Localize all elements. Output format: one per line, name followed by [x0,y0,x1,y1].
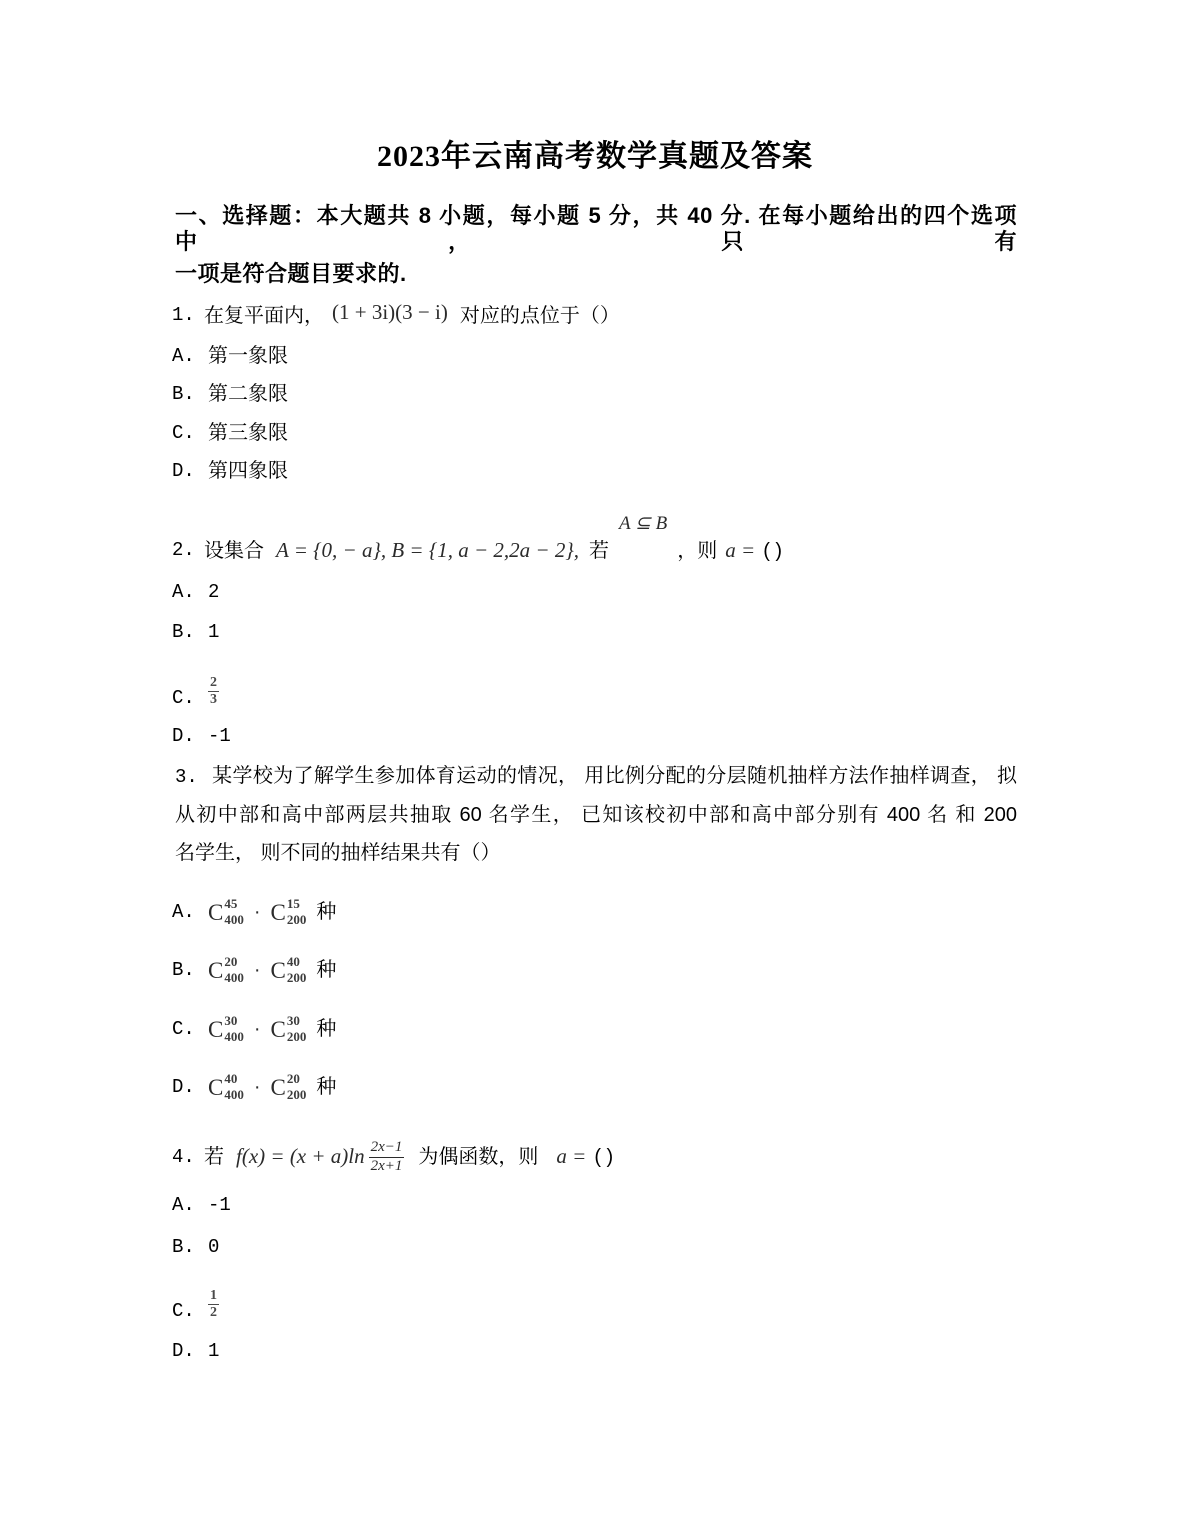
combination-subscript: 200 [286,970,307,985]
combination-superscript: 20 [286,1071,300,1087]
combination-c: C [270,899,286,925]
multiplication-dot: · [253,959,261,981]
question-1-option-a [172,344,288,368]
question-2-pre-text: 设集合 [204,539,264,562]
section-heading-line2: 一项是符合题目要求的. [175,261,407,286]
question-2-number: 2. [172,539,195,562]
page-title: 2023年云南高考数学真题及答案 [377,140,813,173]
fraction-denominator: 2 [210,1304,217,1320]
question-3-option-c [172,1010,336,1048]
option-label: D. [172,459,195,482]
combination-c: C [270,1016,286,1042]
question-4-number: 4. [172,1145,195,1168]
question-2-mid2-text: ，则 [677,539,718,562]
question-3-line3: 名学生， 则不同的抽样结果共有（） [175,842,501,864]
question-2-option-a [172,581,219,604]
question-1-number: 1. [172,304,195,327]
combination-superscript: 40 [286,954,300,970]
question-3-number: 3. [175,766,198,788]
option-suffix: 种 [316,1076,337,1098]
combination-subscript: 200 [286,912,307,927]
option-label: B. [172,958,195,981]
option-text: 1 [208,1340,220,1362]
combination-superscript: 45 [224,896,238,912]
question-4-a-equals: a = [556,1144,587,1169]
option-text: 1 [208,621,220,643]
combination-term [208,896,244,927]
option-text: 第三象限 [208,422,288,444]
question-2-post-text: ( ) [763,539,783,562]
question-2-option-c [172,668,219,708]
fraction-denominator: 3 [210,691,217,707]
option-label: A. [172,344,195,367]
combination-subscript: 200 [286,1087,307,1102]
question-1-pre-text: 在复平面内， [204,304,324,327]
question-4-pre-text: 若 [204,1146,224,1168]
option-fraction [208,1288,219,1321]
option-suffix: 种 [316,959,337,981]
combination-superscript: 15 [286,896,300,912]
option-label: C. [172,687,195,709]
question-1-post-text: 对应的点位于（） [459,304,620,327]
option-label: C. [172,1017,195,1040]
question-1-stem [172,300,620,328]
question-1-option-c [172,421,288,445]
option-text: 2 [208,581,220,603]
question-2-stem [172,513,783,563]
option-text: -1 [208,725,231,747]
question-4-option-b [172,1236,219,1259]
combination-superscript: 40 [224,1071,238,1087]
question-1-option-b [172,382,288,406]
question-4-stem [172,1135,613,1179]
combination-subscript: 400 [224,1087,244,1102]
combination-term [271,896,307,927]
option-text: 第四象限 [208,460,288,482]
question-2-mid-text: 若 [588,539,609,562]
question-2-subset-formula: A ⊆ B [618,513,668,535]
question-4-post2-text: ( ) [594,1146,614,1168]
combination-c: C [270,957,286,983]
question-3-text-line1: 某学校为了解学生参加体育运动的情况， 用比例分配的分层随机抽样方法作抽样调查， 拟 [211,765,1017,787]
option-label: D. [172,725,195,747]
question-2-option-b [172,621,219,644]
option-label: A. [172,900,195,923]
combination-c: C [208,899,224,925]
combination-subscript: 200 [286,1029,307,1044]
combination-c: C [208,957,224,983]
formula-fraction [369,1139,405,1175]
combination-term [208,1013,244,1044]
option-text: 第一象限 [208,345,288,367]
combination-c: C [208,1074,224,1100]
combination-superscript: 30 [224,1013,238,1029]
multiplication-dot: · [253,1018,261,1040]
combination-c: C [208,1016,224,1042]
combination-term [271,1071,307,1102]
option-label: B. [172,382,195,405]
fraction-numerator: 2x−1 [369,1139,405,1157]
multiplication-dot: · [253,1076,261,1098]
question-3-line1 [175,764,1017,789]
option-text: -1 [208,1194,231,1216]
combination-term [271,954,307,985]
option-label: B. [172,621,195,643]
option-label: C. [172,421,195,444]
option-suffix: 种 [316,901,337,923]
fraction-numerator: 1 [208,1288,219,1305]
question-1-option-d [172,459,288,483]
question-2-option-d [172,725,231,748]
multiplication-dot: · [253,901,261,923]
question-4-option-d [172,1340,219,1363]
question-3-option-a [172,893,336,931]
option-fraction [208,675,219,708]
combination-term [271,1013,307,1044]
option-label: C. [172,1300,195,1322]
fraction-denominator: 2x+1 [370,1157,403,1174]
combination-superscript: 30 [286,1013,300,1029]
option-text: 第二象限 [208,383,288,405]
question-4-post-text: 为偶函数，则 [418,1146,539,1168]
question-1-formula: (1 + 3i)(3 − i) [332,300,448,324]
question-4-formula: f(x) = (x + a)ln [236,1144,365,1169]
combination-subscript: 400 [224,1029,244,1044]
option-label: A. [172,1194,195,1216]
option-label: D. [172,1340,195,1362]
option-label: D. [172,1075,195,1098]
question-3-option-b [172,951,336,989]
fraction-numerator: 2 [208,675,219,692]
combination-c: C [270,1074,286,1100]
option-label: B. [172,1236,195,1258]
question-2-a-equals: a = [725,538,756,562]
option-suffix: 种 [316,1018,337,1040]
question-3-line2: 从初中部和高中部两层共抽取 60 名学生， 已知该校初中部和高中部分别有 400 名 和 200 [175,804,1017,826]
combination-term [208,1071,244,1102]
option-label: A. [172,581,195,603]
question-3-option-d [172,1068,336,1106]
question-4-option-a [172,1194,231,1217]
question-4-option-c [172,1281,219,1321]
option-text: 0 [208,1236,220,1258]
section-heading-line1: 一、选择题：本大题共 8 小题，每小题 5 分，共 40 分. 在每小题给出的四个选项中，只有 [175,203,1017,255]
combination-subscript: 400 [224,970,244,985]
question-2-sets-formula: A = {0, − a}, B = {1, a − 2,2a − 2}, [276,538,579,562]
combination-subscript: 400 [224,912,244,927]
combination-term [208,954,244,985]
combination-superscript: 20 [224,954,238,970]
